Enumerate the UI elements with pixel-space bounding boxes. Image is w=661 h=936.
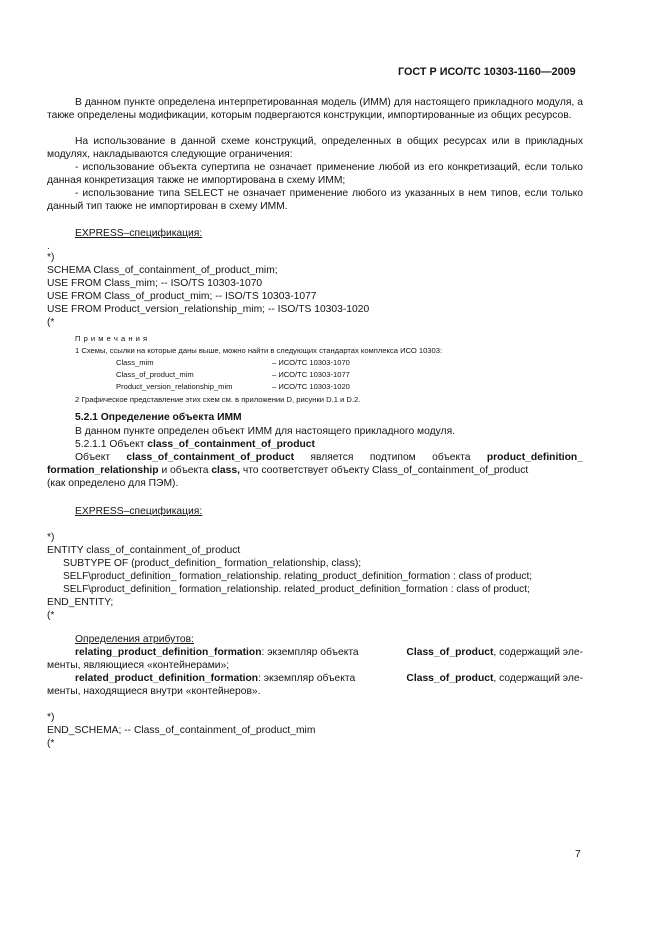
supertype-name: formation_relationship xyxy=(47,465,159,476)
class-name: class, xyxy=(211,465,240,476)
note-1: 1 Схемы, ссылки на которые даны выше, можно найти в следующих стандартах комплекса ИСО 10303: xyxy=(75,346,443,355)
subtype-line: SUBTYPE OF (product_definition_ formation_relationship, class); xyxy=(63,558,362,569)
desc-word: подтипом xyxy=(369,452,416,463)
entity-name: class_of_containment_of_product xyxy=(147,439,315,450)
express-label: EXPRESS–спецификация: xyxy=(75,228,203,239)
express-label: EXPRESS–спецификация: xyxy=(75,506,203,517)
entity-description-line-1 xyxy=(75,451,583,464)
intro-paragraph-2: На использование в данной схеме конструкций, определенных в общих ресурсах или в прикладных модулях, накладываются следующие ограничения: xyxy=(47,136,583,160)
object-name: Class_of_product xyxy=(406,673,494,684)
attribute-text: , содержащий эле- xyxy=(493,673,583,684)
subsection-number: 5.2.1.1 Объект xyxy=(75,439,145,450)
page-number: 7 xyxy=(575,849,581,860)
entity-line: ENTITY class_of_containment_of_product xyxy=(47,545,241,556)
desc-word: Объект xyxy=(75,452,111,463)
attribute-name: relating_product_definition_formation xyxy=(75,647,262,658)
use-from-line: USE FROM Class_of_product_mim; -- ISO/TS 10303-1077 xyxy=(47,291,317,302)
comment-open: *) xyxy=(47,252,55,263)
attributes-label: Определения атрибутов: xyxy=(75,634,194,645)
intro-bullet-2: - использование типа SELECT не означает применение любого из указанных в нем типов, если только данный тип также не импортирован в схему ИММ. xyxy=(47,188,583,212)
comment-close: (* xyxy=(47,738,55,749)
object-name: Class_of_product xyxy=(406,647,494,658)
desc-word: объекта xyxy=(432,452,471,463)
subsection-heading xyxy=(75,438,315,451)
section-heading: 5.2.1 Определение объекта ИММ xyxy=(75,412,242,423)
standard-code: ГОСТ Р ИСО/ТС 10303-1160—2009 xyxy=(398,66,576,78)
ref-name: Product_version_relationship_mim xyxy=(116,382,233,391)
attribute-line: SELF\product_definition_ formation_relationship. related_product_definition_formation : class of product; xyxy=(63,584,530,595)
code-dot: . xyxy=(47,241,50,252)
ref-standard: – ИСО/ТС 10303-1070 xyxy=(272,358,350,367)
comment-open: *) xyxy=(47,532,55,543)
use-from-line: USE FROM Product_version_relationship_mim; -- ISO/TS 10303-1020 xyxy=(47,304,370,315)
ref-name: Class_mim xyxy=(116,358,154,367)
desc-word: и объекта xyxy=(161,465,209,476)
end-entity-line: END_ENTITY; xyxy=(47,597,114,608)
desc-word: является xyxy=(310,452,354,463)
attribute-line: SELF\product_definition_ formation_relationship. relating_product_definition_formation : class of product; xyxy=(63,571,533,582)
desc-correspondence: что соответствует объекту Class_of_containment_of_product xyxy=(242,465,529,476)
ref-name: Class_of_product_mim xyxy=(116,370,194,379)
attribute-def-1-line-2: менты, являющиеся «контейнерами»; xyxy=(47,660,230,671)
entity-description-line-3: (как определено для ПЭМ). xyxy=(47,478,179,489)
use-from-line: USE FROM Class_mim; -- ISO/TS 10303-1070 xyxy=(47,278,263,289)
section-text: В данном пункте определен объект ИММ для настоящего прикладного модуля. xyxy=(75,426,456,437)
notes-title: П р и м е ч а н и я xyxy=(75,334,148,343)
attribute-name: related_product_definition_formation xyxy=(75,673,259,684)
attribute-text: : экземпляр объекта xyxy=(261,647,359,658)
comment-close: (* xyxy=(47,317,55,328)
ref-standard: – ИСО/ТС 10303-1020 xyxy=(272,382,350,391)
attribute-def-1-line-1 xyxy=(75,646,583,659)
intro-paragraph-1: В данном пункте определена интерпретированная модель (ИММ) для настоящего прикладного модуля, а также определены модификации, которым подвергаются конструкции, импортированные из общих ресурсов. xyxy=(47,97,583,121)
attribute-text: , содержащий эле- xyxy=(493,647,583,658)
comment-open: *) xyxy=(47,712,55,723)
attribute-text: : экземпляр объекта xyxy=(258,673,356,684)
entity-name: class_of_containment_of_product xyxy=(126,452,295,463)
intro-bullet-1: - использование объекта супертипа не означает применение любой из его конкретизаций, если только данная конкретизация также не импортирована в схему ИММ; xyxy=(47,162,583,186)
attribute-def-2-line-2: менты, находящиеся внутри «контейнеров». xyxy=(47,686,261,697)
supertype-name: product_definition_ xyxy=(486,452,583,463)
schema-line: SCHEMA Class_of_containment_of_product_mim; xyxy=(47,265,278,276)
end-schema-line: END_SCHEMA; -- Class_of_containment_of_product_mim xyxy=(47,725,316,736)
comment-close: (* xyxy=(47,610,55,621)
attribute-def-2-line-1 xyxy=(75,672,583,685)
note-2: 2 Графическое представление этих схем см. в приложении D, рисунки D.1 и D.2. xyxy=(75,395,361,404)
entity-description-line-2 xyxy=(47,464,583,477)
ref-standard: – ИСО/ТС 10303-1077 xyxy=(272,370,350,379)
